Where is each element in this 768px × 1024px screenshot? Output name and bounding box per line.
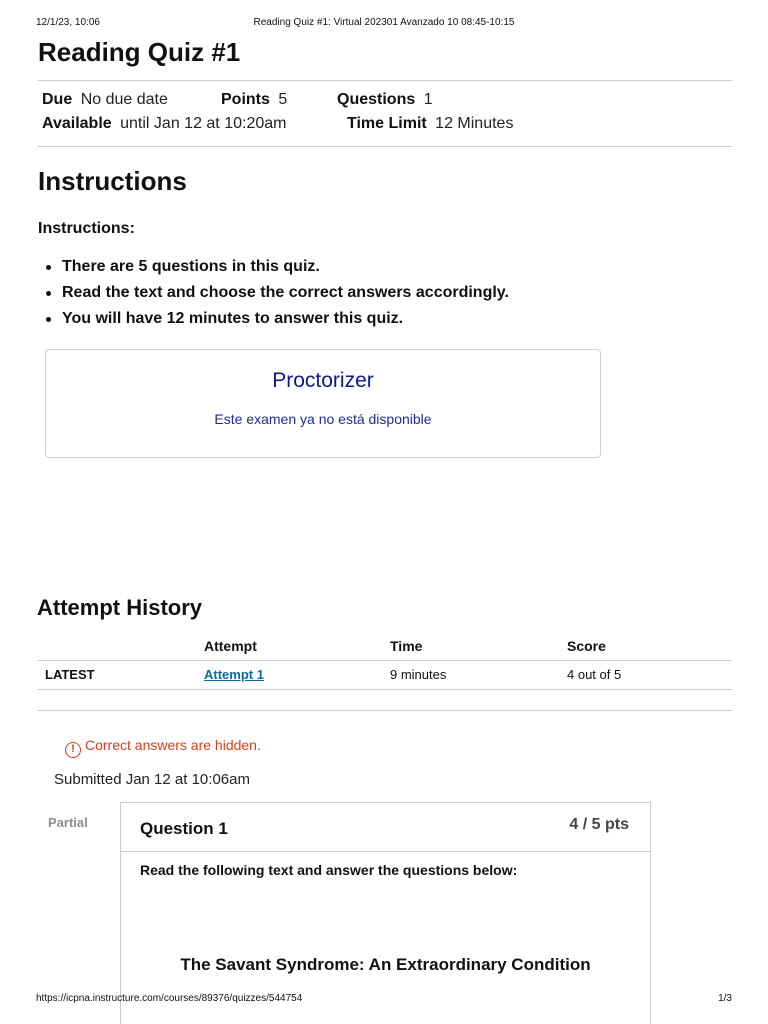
points-value: 5 <box>278 91 288 108</box>
question-instruction: Read the following text and answer the questions below: <box>140 862 518 878</box>
quiz-title: Reading Quiz #1 <box>38 37 241 67</box>
available-value: until Jan 12 at 10:20am <box>120 115 287 132</box>
attempt-history-title: Attempt History <box>37 595 203 620</box>
print-page-number: 1/3 <box>718 993 732 1004</box>
warning-icon: ! <box>65 742 81 758</box>
attempt-1-link[interactable]: Attempt 1 <box>204 667 264 682</box>
attempt-score: 4 out of 5 <box>567 667 622 682</box>
time-limit-info <box>347 115 513 133</box>
hidden-answers-text: Correct answers are hidden. <box>85 737 261 753</box>
question-title: Question 1 <box>140 819 228 838</box>
latest-label: LATEST <box>45 667 95 682</box>
print-footer <box>36 993 732 1007</box>
question-card <box>120 802 651 1024</box>
column-header-attempt: Attempt <box>204 638 257 654</box>
instructions-list <box>44 257 509 335</box>
question-points: 4 / 5 pts <box>569 816 629 833</box>
table-divider <box>38 660 732 661</box>
proctorizer-title: Proctorizer <box>272 369 374 392</box>
questions-value: 1 <box>423 91 433 108</box>
column-header-score: Score <box>567 638 606 654</box>
table-divider <box>38 689 732 690</box>
available-label: Available <box>42 115 112 132</box>
due-label: Due <box>42 91 73 108</box>
time-limit-label: Time Limit <box>347 115 427 132</box>
print-url: https://icpna.instructure.com/courses/89376/quizzes/544754 <box>36 993 303 1004</box>
points-label: Points <box>221 91 270 108</box>
time-limit-value: 12 Minutes <box>435 115 514 132</box>
available-info <box>42 115 286 133</box>
instruction-item: There are 5 questions in this quiz. <box>44 257 509 283</box>
print-header <box>36 17 732 31</box>
instructions-section-title: Instructions <box>38 166 187 196</box>
submitted-timestamp: Submitted Jan 12 at 10:06am <box>54 771 250 788</box>
hidden-answers-notice <box>65 737 261 758</box>
due-value: No due date <box>80 91 168 108</box>
instructions-heading: Instructions: <box>38 220 135 237</box>
question-header <box>121 803 650 852</box>
proctorizer-panel <box>45 349 601 458</box>
instruction-item: You will have 12 minutes to answer this quiz. <box>44 309 509 335</box>
print-page-title: Reading Quiz #1: Virtual 202301 Avanzado 10 08:45-10:15 <box>253 17 515 28</box>
instruction-item: Read the text and choose the correct answers accordingly. <box>44 283 509 309</box>
partial-badge: Partial <box>48 815 88 830</box>
points-info <box>221 91 287 109</box>
proctorizer-message: Este examen ya no está disponible <box>214 411 432 427</box>
divider <box>38 710 732 711</box>
table-row <box>38 665 732 689</box>
questions-info <box>337 91 433 109</box>
print-date: 12/1/23, 10:06 <box>36 17 100 28</box>
attempt-table-header <box>38 636 732 660</box>
due-info <box>42 91 168 109</box>
questions-label: Questions <box>337 91 416 108</box>
attempt-time: 9 minutes <box>390 667 447 682</box>
divider <box>38 146 732 147</box>
reading-text-title: The Savant Syndrome: An Extraordinary Condition <box>180 955 591 974</box>
column-header-time: Time <box>390 638 423 654</box>
divider <box>38 80 732 81</box>
